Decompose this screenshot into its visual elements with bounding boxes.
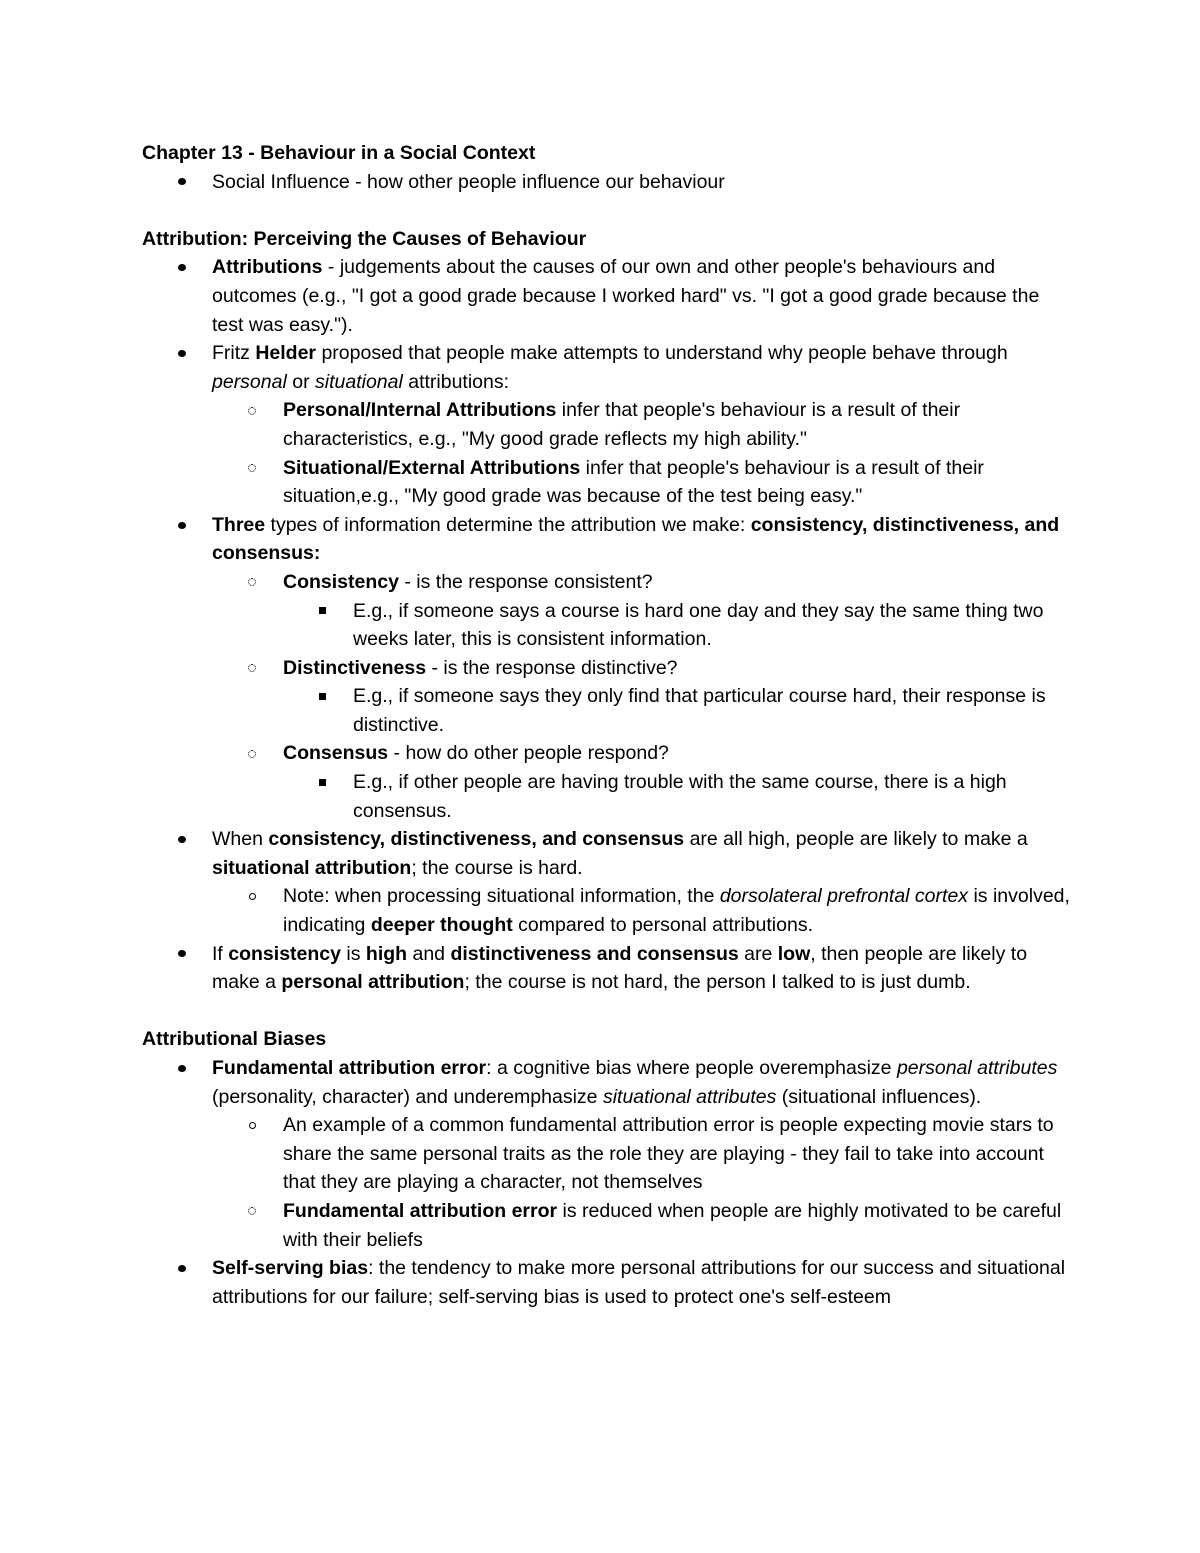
bullet-icon [172, 940, 192, 969]
bullet-icon [242, 654, 262, 683]
text-run: compared to personal attributions. [512, 914, 813, 937]
list-item-fae-reduced [142, 1197, 1072, 1254]
term-consistency: Consistency [283, 570, 399, 593]
text-run: are [738, 942, 778, 965]
term-three: Three [212, 513, 266, 536]
bullet-icon [242, 882, 262, 911]
bullet-icon [172, 511, 192, 540]
text-run: When [212, 828, 269, 851]
list-item-distinctiveness [142, 654, 1072, 683]
text-run: is [340, 942, 366, 965]
term-ssb: Self-serving bias [212, 1257, 369, 1280]
bullet-icon [312, 597, 332, 626]
text-run: types of information determine the attribution we make: [265, 513, 751, 536]
text-run: or [286, 370, 315, 393]
italic-run: dorsolateral prefrontal cortex [719, 885, 969, 908]
list-item-consistency-eg [142, 597, 1072, 654]
list-item-external [142, 454, 1072, 511]
document-page [142, 139, 1072, 1311]
list-item-fae-example [142, 1111, 1072, 1197]
definition-distinctiveness: - is the response distinctive? [426, 656, 678, 679]
text-run: ; the course is not hard, the person I talked to is just dumb. [464, 971, 971, 994]
term-consensus: Consensus [283, 742, 389, 765]
list-item-consensus-eg [142, 768, 1072, 825]
text-run: are all high, people are likely to make a [684, 828, 1028, 851]
bullet-icon [242, 1197, 262, 1226]
list-item-consistency [142, 568, 1072, 597]
list-item [142, 168, 1072, 197]
term-attributions: Attributions [212, 256, 323, 279]
bullet-icon [312, 768, 332, 797]
text-run: , then people are likely to make a [212, 942, 1028, 994]
bullet-icon [242, 1111, 262, 1140]
term-helder: Helder [255, 342, 317, 365]
term-external: Situational/External Attributions [283, 456, 581, 479]
chapter-list [142, 168, 1072, 197]
definition-ssb: : the tendency to make more personal attributions for our success and situational attributions for our failure; self-serving bias is used to protect one's self-esteem [212, 1257, 1066, 1308]
text-run: If [212, 942, 229, 965]
bullet-icon [172, 1254, 192, 1283]
bullet-icon [242, 568, 262, 597]
bullet-icon [172, 825, 192, 854]
term-fae: Fundamental attribution error [212, 1057, 487, 1079]
attribution-list [142, 253, 1072, 996]
bullet-icon [242, 454, 262, 483]
term-distinctiveness: Distinctiveness [283, 656, 427, 679]
list-item-attributions [142, 253, 1072, 339]
italic-situational: situational [315, 370, 403, 393]
attribution-heading: Attribution: Perceiving the Causes of Behaviour [142, 227, 587, 250]
list-item-three [142, 511, 1072, 568]
bold-run: situational attribution [212, 856, 412, 879]
bold-run: distinctiveness and consensus [450, 942, 739, 965]
bold-run: low [777, 942, 811, 965]
list-item-ssb [142, 1254, 1072, 1311]
definition-internal: infer that people's behaviour is a result of their characteristics, e.g., "My good grade reflects my high ability." [283, 399, 961, 450]
bullet-icon [242, 396, 262, 425]
list-item-if [142, 940, 1072, 997]
list-item-distinctiveness-eg [142, 682, 1072, 739]
term-fae-reduced: Fundamental attribution error [283, 1199, 558, 1222]
example-distinctiveness: E.g., if someone says they only find that particular course hard, their response is distinctive. [353, 685, 1046, 736]
definition-fae-reduced: is reduced when people are highly motivated to be careful with their beliefs [283, 1199, 1062, 1251]
definition-consensus: - how do other people respond? [388, 742, 669, 765]
list-item-fae [142, 1054, 1072, 1111]
term-internal: Personal/Internal Attributions [283, 399, 557, 422]
biases-list [142, 1054, 1072, 1311]
list-item-internal [142, 396, 1072, 453]
text-run: attributions: [402, 370, 510, 393]
bold-run: personal attribution [281, 971, 465, 994]
biases-heading: Attributional Biases [142, 1028, 327, 1051]
example-consistency: E.g., if someone says a course is hard one day and they say the same thing two weeks later, this is consistent information. [353, 599, 1044, 651]
bold-run: consistency [228, 942, 341, 965]
chapter-title: Chapter 13 - Behaviour in a Social Context [142, 142, 536, 164]
text-run: : a cognitive bias where people overemphasize [486, 1057, 897, 1079]
example-consensus: E.g., if other people are having trouble with the same course, there is a high consensus. [353, 771, 1007, 822]
text-run: (personality, character) and underemphasize [212, 1085, 603, 1108]
text-run: (situational influences). [776, 1085, 982, 1108]
bullet-icon [172, 1054, 192, 1083]
italic-personal: personal [212, 370, 287, 393]
text-run: ; the course is hard. [411, 856, 583, 879]
bullet-icon [172, 168, 192, 197]
italic-run: situational attributes [602, 1085, 777, 1108]
list-item-note [142, 882, 1072, 939]
term-three-list: consistency, distinctiveness, and consensus: [212, 513, 1060, 565]
italic-run: personal attributes [896, 1057, 1058, 1079]
bullet-icon [242, 739, 262, 768]
definition-attributions: - judgements about the causes of our own and other people's behaviours and outcomes (e.g., "I got a good grade because I worked hard" vs. "I got a good grade because the test was easy."). [212, 256, 1040, 336]
bullet-icon [172, 253, 192, 282]
text-run: proposed that people make attempts to understand why people behave through [316, 342, 1008, 365]
social-influence-text: Social Influence - how other people influence our behaviour [212, 170, 725, 193]
bold-run: deeper thought [370, 914, 513, 937]
bullet-icon [312, 682, 332, 711]
text-run: is involved, indicating [283, 885, 1070, 937]
example-fae: An example of a common fundamental attribution error is people expecting movie stars to share the same personal traits as the role they are playing - they fail to take into account that they are playing a character, not themselves [283, 1114, 1054, 1194]
bullet-icon [172, 339, 192, 368]
list-item-helder [142, 339, 1072, 396]
text-run: and [407, 942, 451, 965]
list-item-consensus [142, 739, 1072, 768]
list-item-when [142, 825, 1072, 882]
text-run: Fritz [212, 342, 256, 365]
definition-external: infer that people's behaviour is a result of their situation,e.g., "My good grade was because of the test being easy." [283, 456, 984, 508]
bold-run: high [365, 942, 408, 965]
text-run: Note: when processing situational information, the [283, 885, 720, 908]
definition-consistency: - is the response consistent? [398, 570, 653, 593]
bold-run: consistency, distinctiveness, and consensus [268, 828, 685, 851]
